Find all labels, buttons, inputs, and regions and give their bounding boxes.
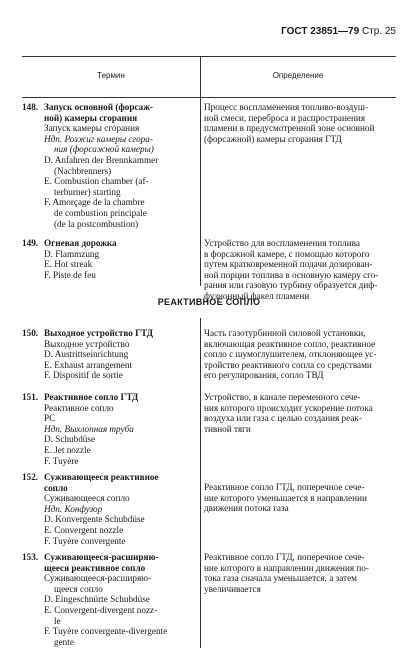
definition-line: Часть газотурбинной силовой установки, — [204, 328, 366, 338]
column-header-definition: Определение — [272, 71, 324, 80]
term-synonym: Суживающееся-расширяю- — [44, 573, 152, 584]
term-title: Выходное устройство ГТД — [44, 328, 153, 338]
definition-line: воздуха или газа с целью создания реак- — [204, 413, 362, 424]
definition-line: тока газа сначала уменьшается, а затем — [204, 573, 357, 584]
term-not-allowed: Ндп. Конфузор — [44, 503, 103, 514]
term-number: 152. — [22, 472, 39, 482]
term-not-allowed: Ндп. Розжиг камеры сгора- — [44, 133, 153, 144]
foreign-term-en: le — [54, 615, 61, 626]
standard-number: ГОСТ 23851—79 — [281, 26, 360, 37]
definition-line: Процесс воспламенения топливо-воздуш- — [204, 102, 369, 112]
term-not-allowed: Ндп. Выхлопная труба — [44, 423, 134, 434]
definition-line: путем кратковременной подачи дозирован- — [204, 259, 373, 270]
definition-line: (форсажной) камеры сгорания ГТД — [204, 133, 342, 144]
definition-text — [204, 552, 396, 594]
term-abbreviation: PC — [44, 413, 56, 424]
term-number: 151. — [22, 392, 39, 402]
foreign-term-en: E. Combustion chamber (af- — [44, 176, 149, 187]
definition-line: движения потока газа — [204, 503, 289, 514]
term-column — [22, 472, 200, 546]
column-header-term: Термин — [97, 71, 125, 80]
term-column — [22, 102, 200, 229]
term-title: ной) камеры сгорания — [44, 112, 138, 123]
definition-line: ния которого происходит ускорение потока — [204, 402, 373, 413]
foreign-term-en: E. Convergent-divergent nozz- — [44, 604, 158, 615]
definition-line: сопло с шумоглушителем, отклоняющее ус- — [204, 349, 377, 360]
foreign-term-fr: F. Piste de feu — [44, 269, 96, 280]
definition-text — [204, 238, 396, 302]
definition-line: пламени в предусмотренной зоне основной — [204, 123, 375, 134]
definition-line: рания или газовую турбину образуется диф- — [204, 280, 378, 291]
term-column — [22, 552, 200, 647]
page-number: Стр. 25 — [361, 26, 396, 37]
foreign-term-fr: F. Dispositif de sortie — [44, 370, 123, 381]
foreign-term-fr: F. Amorçage de la chambre — [44, 197, 145, 208]
term-title: сопло — [44, 482, 68, 493]
foreign-term-de: D. Flammzung — [44, 248, 100, 259]
foreign-term-de: D. Anfahren der Brennkammer — [44, 154, 159, 165]
term-synonym: Реактивное сопло — [44, 402, 114, 413]
definition-text — [204, 102, 396, 144]
term-column — [22, 392, 200, 466]
definition-line: тивной тяги — [204, 423, 251, 434]
section-title: РЕАКТИВНОЕ СОПЛО — [157, 297, 261, 307]
foreign-term-de: (Nachbrenners) — [54, 165, 112, 176]
definition-line: ние которого уменьшается в направлении — [204, 492, 367, 503]
term-not-allowed: ния (форсажной камеры) — [54, 144, 154, 155]
column-divider-upper — [200, 96, 201, 286]
definition-line: увеличивается — [204, 583, 261, 594]
definition-text — [204, 392, 396, 434]
foreign-term-en: E. Convergent nozzle — [44, 524, 124, 535]
column-divider-lower — [200, 318, 201, 648]
foreign-term-fr: F. Tuyère — [44, 455, 79, 466]
foreign-term-en: E. Jet nozzle — [44, 444, 91, 455]
term-title: Реактивное сопло ГТД — [44, 392, 139, 402]
definition-line: Реактивное сопло ГТД, поперечное сече- — [204, 482, 365, 492]
definition-line: ние которого в направлении движения по- — [204, 562, 369, 573]
foreign-term-fr: F. Tuyère convergente-divergente — [44, 626, 168, 637]
definition-line: его регулирования, сопло ТВД — [204, 370, 324, 381]
term-title: Суживающееся реактивное — [44, 472, 159, 482]
foreign-term-en: E. Exhaust arrangement — [44, 359, 133, 370]
term-synonym: Суживающееся сопло — [44, 493, 130, 504]
term-title: щееся реактивное сопло — [44, 562, 146, 573]
foreign-term-de: D. Eingeschnürte Schubdüse — [44, 594, 150, 605]
foreign-term-en: E. Hot streak — [44, 259, 93, 270]
foreign-term-de: D. Konvergente Schubdüse — [44, 514, 145, 525]
table-header — [22, 56, 396, 98]
definition-text — [204, 328, 396, 381]
foreign-term-fr: de combustion principale — [54, 207, 147, 218]
definition-line: включающая реактивное сопло, реактивное — [204, 338, 376, 349]
term-title: Огневая дорожка — [44, 238, 117, 248]
foreign-term-de: D. Austrittseinrichtung — [44, 349, 129, 360]
term-synonym: Выходное устройство — [44, 338, 130, 349]
term-number: 153. — [22, 552, 39, 562]
definition-line: Устройство, в канале переменного сече- — [204, 392, 361, 402]
term-number: 148. — [22, 102, 39, 112]
foreign-term-fr: (de la postcombustion) — [54, 218, 139, 229]
term-synonym: Запуск камеры сгорания — [44, 123, 140, 134]
term-column — [22, 238, 200, 280]
foreign-term-de: D. Schubdüse — [44, 434, 96, 445]
term-title: Суживающееся-расширяю- — [44, 552, 159, 562]
foreign-term-fr: F. Tuyère convergente — [44, 535, 126, 546]
term-column — [22, 328, 200, 381]
definition-line: в форсажной камере, с помощью которого — [204, 248, 370, 259]
foreign-term-en: terburner) starting — [54, 186, 121, 197]
term-number: 150. — [22, 328, 39, 338]
definition-line: ной порции топлива в основную камеру сго- — [204, 269, 379, 280]
definition-line: ной смеси, переброса и распространения — [204, 112, 366, 123]
definition-line: Реактивное сопло ГТД, поперечное сече- — [204, 552, 365, 562]
definition-line: фузионный факел пламени — [204, 290, 310, 301]
definition-text — [204, 482, 396, 514]
definition-line: тройство реактивного сопла со средствами — [204, 359, 372, 370]
term-title: Запуск основной (форсаж- — [44, 102, 153, 112]
term-synonym: щееся сопло — [54, 583, 103, 594]
page-header — [281, 26, 396, 37]
foreign-term-fr: gente — [54, 636, 74, 647]
term-number: 149. — [22, 238, 39, 248]
definition-line: Устройство для воспламенения топлива — [204, 238, 360, 248]
